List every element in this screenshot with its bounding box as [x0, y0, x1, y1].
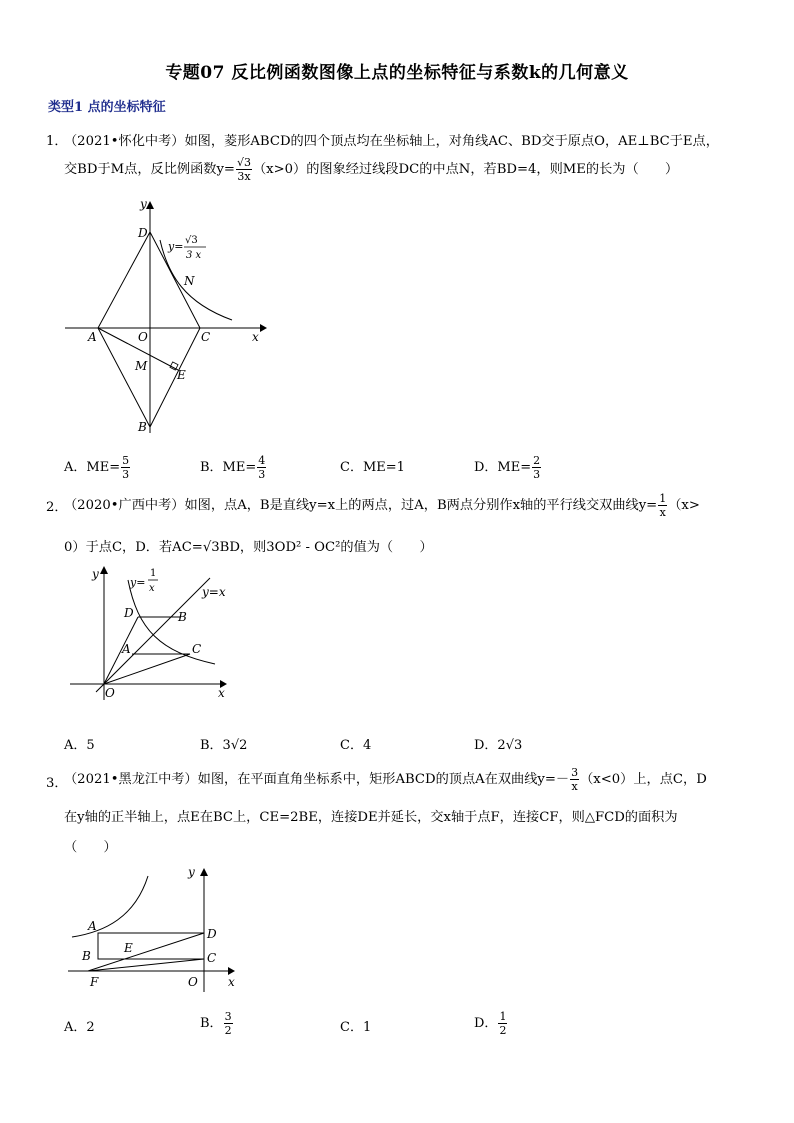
q2-line1-text-b: （x>	[668, 498, 700, 513]
q2-label-D: D	[124, 606, 134, 620]
q3-figure	[60, 862, 240, 997]
q2-label-y: y	[92, 567, 99, 581]
q1-line2-text-b: （x>0）的图象经过线段DC的中点N，若BD=4，则ME的长为（ ）	[252, 162, 679, 177]
q2-label-O: O	[105, 686, 115, 700]
q3-option-c[interactable]: C．1	[340, 1020, 372, 1035]
q1-label-E: E	[177, 368, 186, 382]
q1-label-N: N	[184, 274, 195, 288]
q3-label-E: E	[124, 941, 133, 955]
q1-label-D: D	[138, 226, 148, 240]
q1-label-A: A	[88, 330, 97, 344]
q1-option-b[interactable]: B．ME= $\frac{4}{3}$	[200, 454, 266, 481]
q2-option-c[interactable]: C．4	[340, 738, 372, 753]
q1-label-B: B	[138, 420, 147, 434]
q3-option-b[interactable]: B． $\frac{3}{2}$	[200, 1010, 232, 1037]
q3-option-d[interactable]: D． $\frac{1}{2}$	[474, 1010, 507, 1037]
q2-option-d[interactable]: D．2√3	[474, 738, 523, 753]
q3-label-B: B	[82, 949, 91, 963]
q3-line2: 在y轴的正半轴上，点E在BC上，CE=2BE，连接DE并延长，交x轴于点F，连接CF，则△FCD的面积为	[64, 810, 678, 825]
q3-line1-text-a: （2021•黑龙江中考）如图，在平面直角坐标系中，矩形ABCD的顶点A在双曲线y=－	[64, 772, 570, 787]
page-title: 专题07 反比例函数图像上点的坐标特征与系数k的几何意义	[165, 63, 629, 83]
q3-line1	[64, 766, 707, 793]
q2-line2: 0）于点C，D．若AC=√3BD，则3OD² - OC²的值为（ ）	[64, 540, 433, 555]
q2-number: 2．	[46, 500, 68, 515]
q2-curve-y: y=	[130, 576, 146, 589]
q1-curve-d: 3 x	[186, 250, 202, 261]
q1-line2	[64, 156, 678, 183]
q1-label-x: x	[252, 330, 259, 344]
q1-label-M: M	[135, 359, 148, 373]
q3-label-x: x	[228, 975, 235, 989]
q1-curve-n: √3	[185, 235, 198, 246]
q3-line1-text-b: （x<0）上，点C，D	[580, 772, 707, 787]
q2-option-b[interactable]: B．3√2	[200, 738, 248, 753]
q3-label-y: y	[188, 865, 195, 879]
q2-label-A: A	[122, 642, 131, 656]
q2-label-B: B	[178, 610, 187, 624]
q2-label-C: C	[192, 642, 202, 656]
q3-line3: （ ）	[64, 840, 117, 855]
q1-number: 1．	[46, 134, 68, 149]
q2-line1	[64, 492, 700, 519]
q2-curve-d: x	[149, 583, 155, 594]
q1-line1: （2021•怀化中考）如图，菱形ABCD的四个顶点均在坐标轴上，对角线AC、BD交于原点O，AE⊥BC于E点，	[64, 134, 719, 149]
q3-number: 3．	[46, 776, 68, 791]
q1-option-d[interactable]: D．ME= $\frac{2}{3}$	[474, 454, 541, 481]
q1-option-c[interactable]: C．ME=1	[340, 460, 405, 475]
q2-line-label: y=x	[202, 585, 226, 599]
q3-option-a[interactable]: A．2	[64, 1020, 95, 1035]
q1-figure	[60, 195, 275, 440]
q2-label-x: x	[218, 686, 225, 700]
q3-label-O: O	[188, 975, 198, 989]
q1-curve-y: y=	[168, 240, 184, 253]
q2-line1-text-a: （2020•广西中考）如图，点A，B是直线y=x上的两点，过A，B两点分别作x轴的平行线交双曲线y=	[64, 498, 658, 513]
section-heading: 类型1 点的坐标特征	[48, 100, 166, 115]
q1-label-O: O	[138, 330, 148, 344]
q3-label-D: D	[207, 927, 217, 941]
q3-fraction: $\frac{3}{x}$	[571, 766, 579, 793]
q3-label-A: A	[88, 919, 97, 933]
q2-fraction: $\frac{1}{x}$	[659, 492, 667, 519]
q1-label-y: y	[140, 197, 147, 211]
q2-option-a[interactable]: A．5	[64, 738, 95, 753]
q3-label-C: C	[207, 951, 217, 965]
q1-line2-text-a: 交BD于M点，反比例函数y=	[64, 162, 235, 177]
q1-label-C: C	[201, 330, 211, 344]
q3-label-F: F	[90, 975, 99, 989]
q2-curve-n: 1	[150, 568, 157, 579]
q2-figure	[60, 560, 235, 705]
q1-option-a[interactable]: A．ME= $\frac{5}{3}$	[64, 454, 130, 481]
q1-fraction: $\frac{√3}{3x}$	[236, 156, 251, 183]
